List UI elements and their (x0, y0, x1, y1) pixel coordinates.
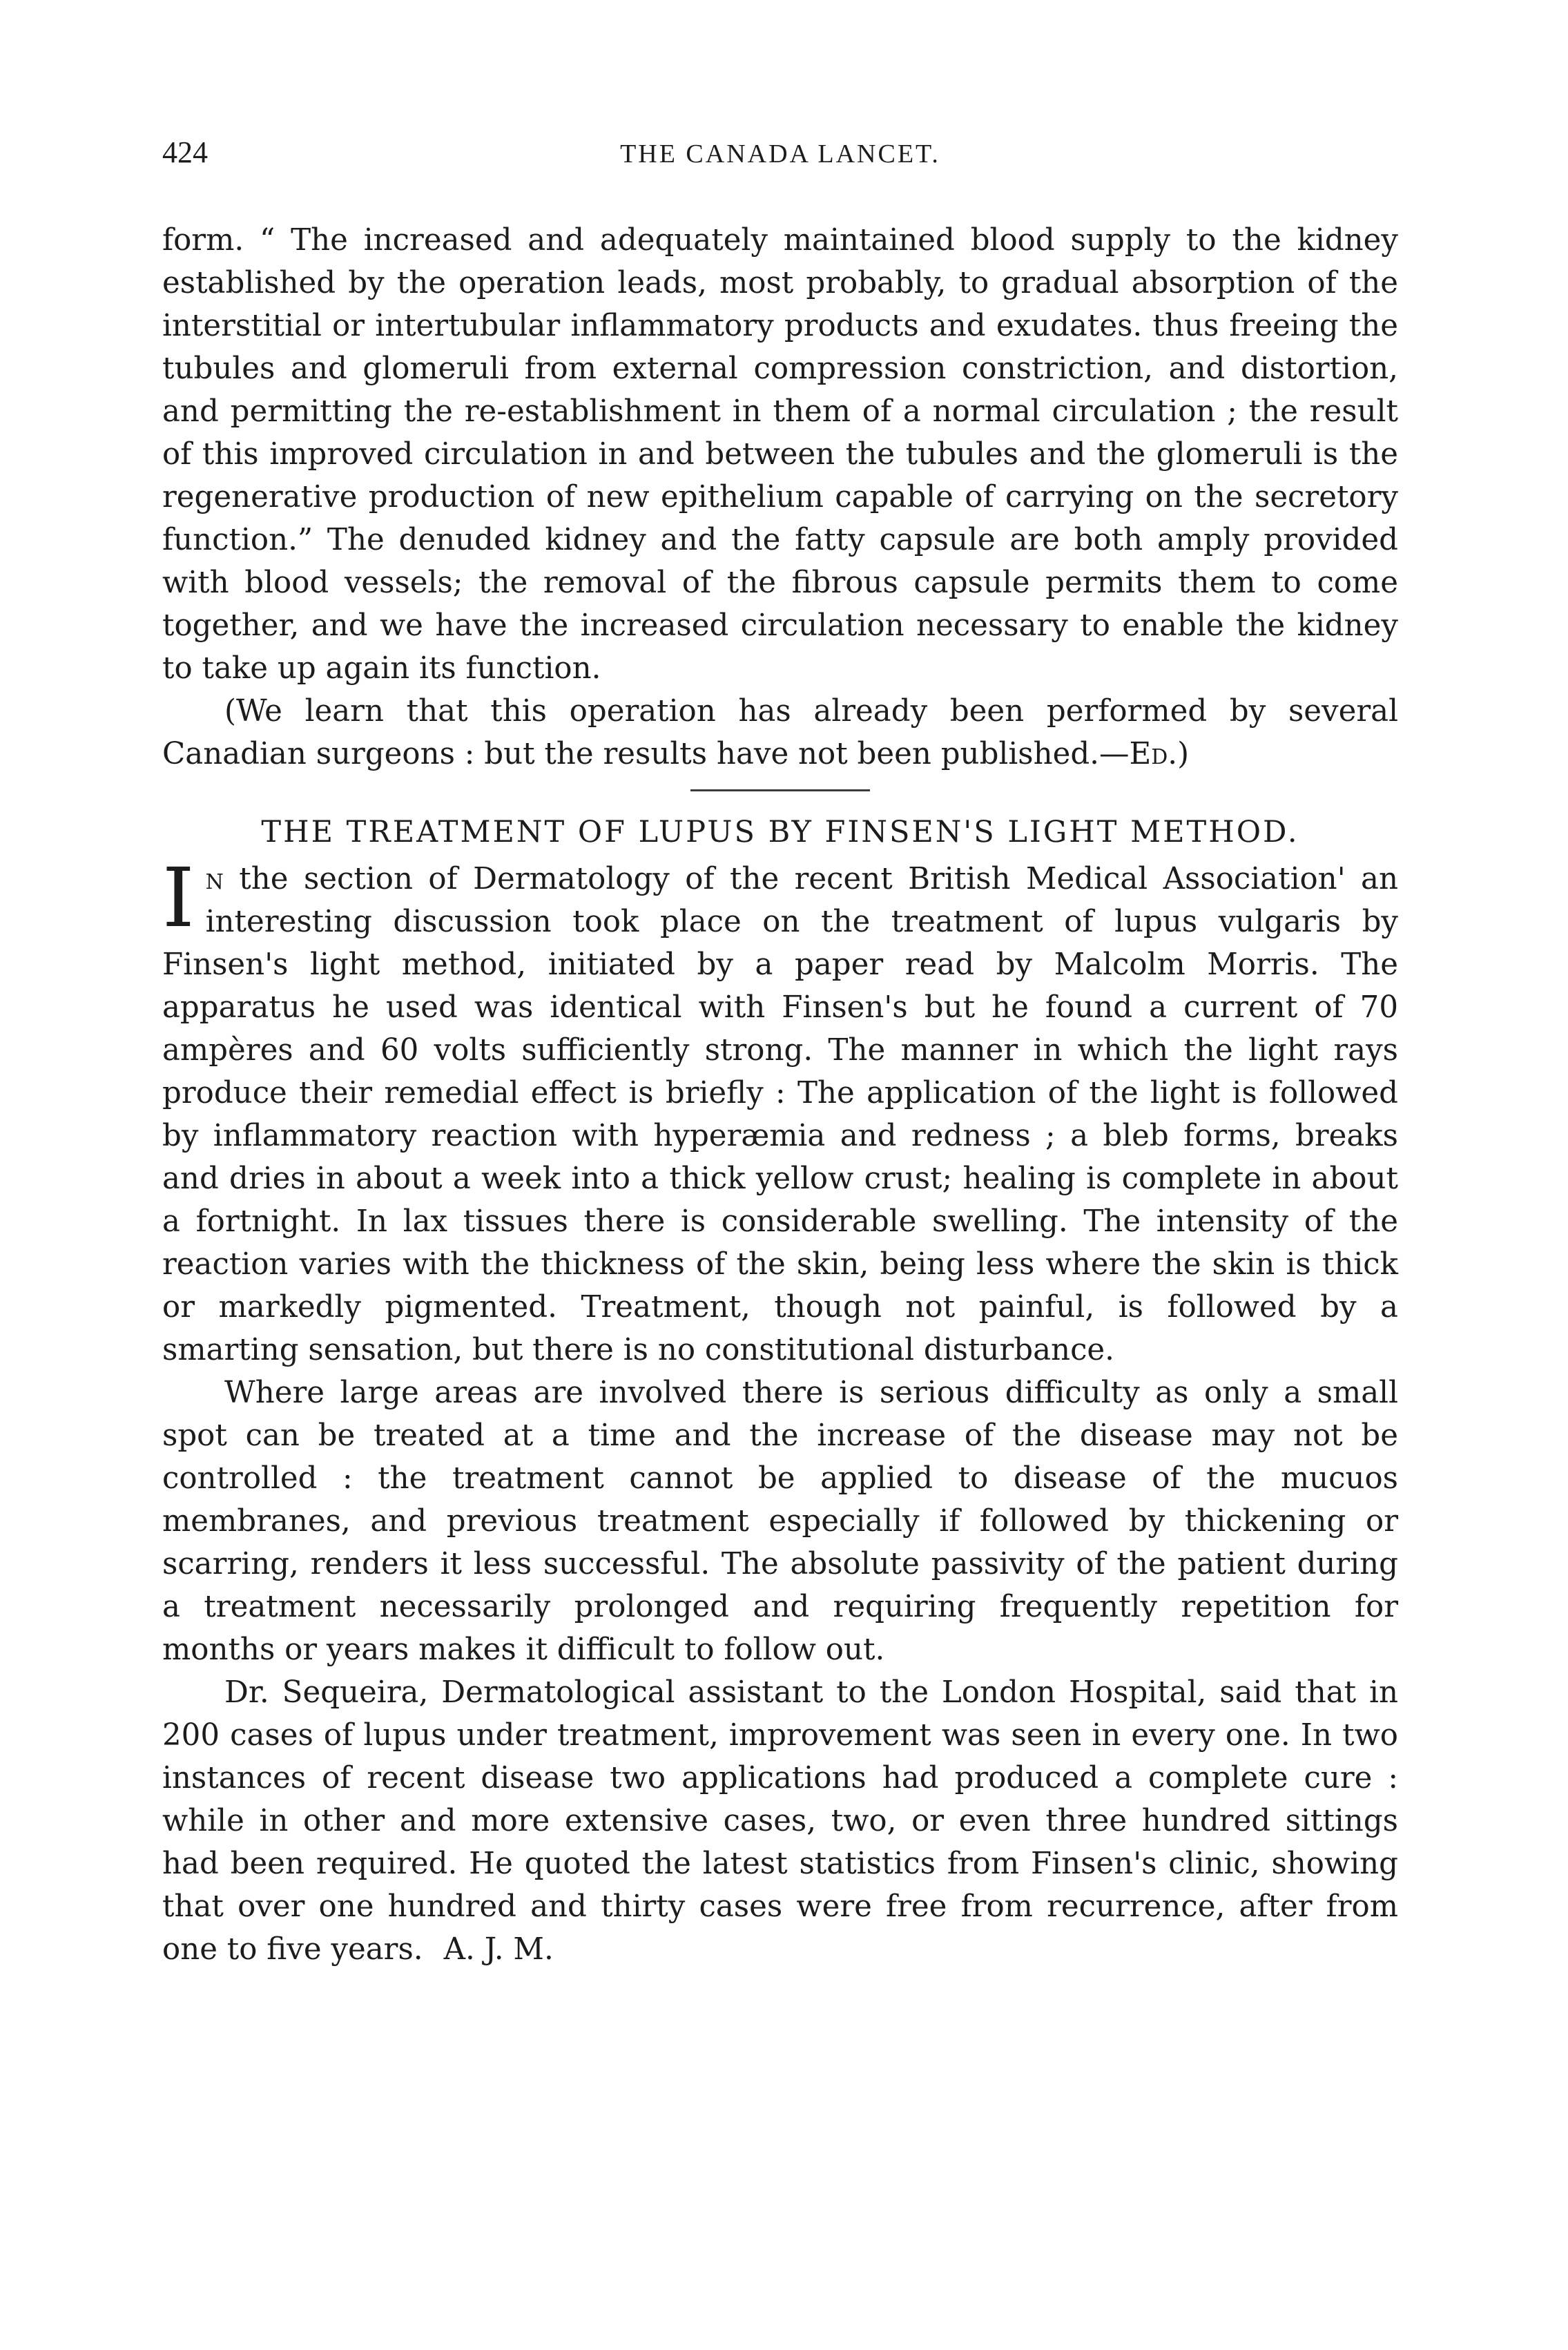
editor-note (162, 690, 1398, 776)
article-paragraph-3-text: Dr. Sequeira, Dermatological assistant to the London Hospital, said that in 200 cases of lupus under treatment, improvement was seen in every one. In two instances of recent disease two applications had produced a complete cure : while in other and more extensive cases, two, or even three hundred sittings had been required. He quoted the latest statistics from Finsen's clinic, showing that over one hundred and thirty cases were free from recurrence, after from one to five years. (162, 1675, 1398, 1967)
article-paragraph-1 (162, 850, 1399, 1371)
article-paragraph-3 (162, 1671, 1398, 1971)
author-signature: A. J. M. (443, 1932, 554, 1967)
article-title: THE TREATMENT OF LUPUS BY FINSEN'S LIGHT METHOD. (261, 815, 1299, 849)
running-head (162, 135, 1398, 176)
continuation-paragraph: form. “ The increased and adequately maintained blood supply to the kidney established by the operation leads, most probably, to gradual absorption of the interstitial or intertubular inflammatory products and exudates. thus freeing the tubules and glomeruli from external compression constriction, and distortion, and permitting the re-establishment in them of a normal circulation ; the result of this improved circulation in and between the tubules and the glomeruli is the regenerative production of new epithelium capable of carrying on the secretory function.” The denuded kidney and the fatty capsule are both amply provided with blood vessels; the removal of the fibrous capsule permits them to come together, and we have the increased circulation necessary to enable the kidney to take up again its function. (162, 223, 1398, 686)
editor-note-text: (We learn that this operation has already been performed by several Canadian surgeons : but the results have not been published.— (162, 694, 1398, 771)
editor-mark: Ed. (1129, 737, 1178, 771)
section-divider (690, 789, 870, 791)
editor-note-closing: ) (1177, 737, 1190, 771)
article-paragraph-1-text: the section of Dermatology of the recent British Medical Association' an interesting discussion took place on the treatment of lupus vulgaris by Finsen's light method, initiated by a paper read by Malcolm Morris. The apparatus he used was identical with Finsen's but he found a current of 70 ampères and 60 volts sufficiently strong. The manner in which the light rays produce their remedial effect is briefly : The application of the light is followed by inflammatory reaction with hyperæmia and redness ; a bleb forms, breaks and dries in about a week into a thick yellow crust; healing is complete in about a fortnight. In lax tissues there is considerable swelling. The intensity of the reaction varies with the thickness of the skin, being less where the skin is thick or markedly pigmented. Treatment, though not painful, is followed by a smarting sensation, but there is no constitutional disturbance. (162, 862, 1399, 1367)
article-paragraph-2: Where large areas are involved there is serious difficulty as only a small spot can be treated at a time and the increase of the disease may not be controlled : the treatment cannot be applied to disease of the mucuos membranes, and previous treatment especially if followed by thickening or scarring, renders it less successful. The absolute passivity of the patient during a treatment necessarily prolonged and requiring frequently repetition for months or years makes it difficult to follow out. (162, 1376, 1398, 1667)
page-number: 424 (162, 135, 208, 169)
journal-title: THE CANADA LANCET. (620, 139, 940, 168)
journal-page (162, 135, 1398, 1971)
drop-cap: I (162, 850, 195, 945)
lead-word: n (205, 862, 224, 896)
